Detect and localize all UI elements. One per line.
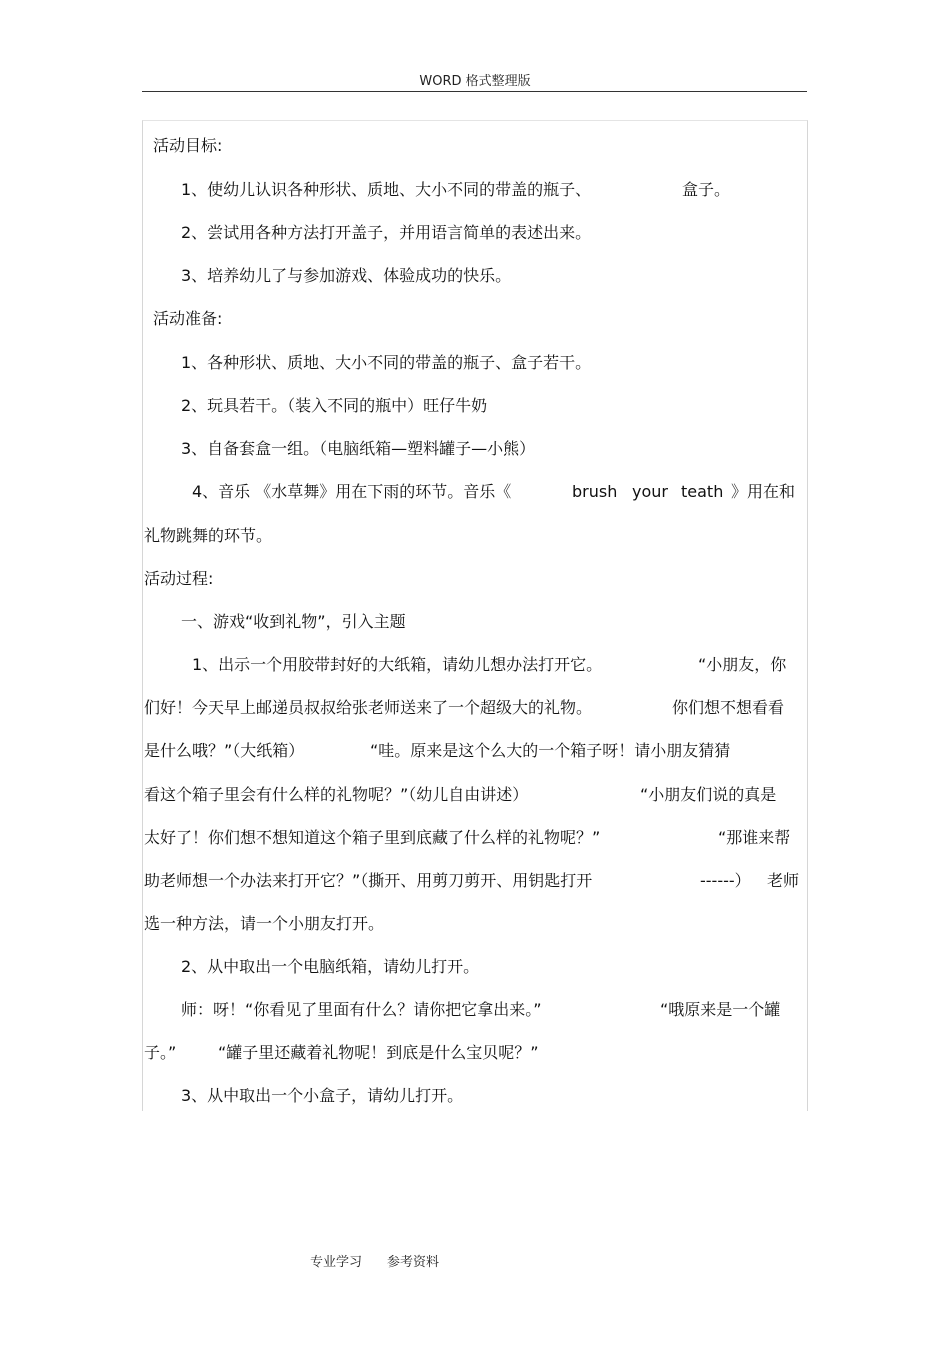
process-para-3-line-1-end: “哦原来是一个罐 bbox=[660, 1000, 781, 1019]
process-para-1-line-6: 助老师想一个办法来打开它？”（撕开、用剪刀剪开、用钥匙打开 bbox=[144, 871, 593, 890]
process-para-1-line-6-dashes: ------） bbox=[700, 871, 751, 890]
process-para-1-line-2-end: 你们想不想看看 bbox=[672, 698, 785, 717]
process-para-3-line-1: 师：呀！“你看见了里面有什么？请你把它拿出来。” bbox=[181, 1000, 542, 1019]
goal-line-3: 3、培养幼儿了与参加游戏、体验成功的快乐。 bbox=[181, 266, 512, 285]
prep-line-2: 2、玩具若干。（装入不同的瓶中）旺仔牛奶 bbox=[181, 396, 488, 415]
prep-line-4-word-teath: teath bbox=[681, 482, 724, 501]
process-para-1-line-6-end: 老师 bbox=[767, 871, 800, 890]
prep-line-3: 3、自备套盒一组。（电脑纸箱—塑料罐子—小熊） bbox=[181, 439, 536, 458]
process-section-1-title: 一、游戏“收到礼物”，引入主题 bbox=[181, 612, 406, 631]
goal-line-2: 2、尝试用各种方法打开盖子，并用语言简单的表述出来。 bbox=[181, 223, 592, 242]
process-para-1-line-4-end: “小朋友们说的真是 bbox=[640, 785, 777, 804]
goal-line-1-end: 盒子。 bbox=[682, 180, 731, 199]
process-para-1-line-5: 太好了！你们想不想知道这个箱子里到底藏了什么样的礼物呢？” bbox=[144, 828, 601, 847]
process-para-4: 3、从中取出一个小盒子，请幼儿打开。 bbox=[181, 1086, 464, 1105]
process-para-1-line-1: 1、出示一个用胶带封好的大纸箱，请幼儿想办法打开它。 bbox=[192, 655, 603, 674]
process-para-3-line-2-end: “罐子里还藏着礼物呢！到底是什么宝贝呢？” bbox=[218, 1043, 539, 1062]
footer-right-label: 参考资料 bbox=[387, 1255, 440, 1270]
prep-line-4-word-brush: brush bbox=[572, 482, 618, 501]
header-divider bbox=[142, 91, 807, 92]
process-para-2: 2、从中取出一个电脑纸箱，请幼儿打开。 bbox=[181, 957, 480, 976]
process-para-1-line-2: 们好！今天早上邮递员叔叔给张老师送来了一个超级大的礼物。 bbox=[144, 698, 593, 717]
heading-activity-goals: 活动目标: bbox=[153, 136, 223, 155]
prep-line-4-word-your: your bbox=[632, 482, 668, 501]
prep-line-4-cont: 礼物跳舞的环节。 bbox=[144, 526, 273, 545]
process-para-1-line-3-end: “哇。原来是这个么大的一个箱子呀！请小朋友猜猜 bbox=[370, 741, 731, 760]
process-para-1-line-5-end: “那谁来帮 bbox=[718, 828, 791, 847]
process-para-1-line-3: 是什么哦？”（大纸箱） bbox=[144, 741, 305, 760]
process-para-1-line-7: 选一种方法，请一个小朋友打开。 bbox=[144, 914, 385, 933]
process-para-1-line-1-end: “小朋友，你 bbox=[698, 655, 787, 674]
prep-line-4: 4、音乐 《水草舞》用在下雨的环节。音乐《 bbox=[192, 482, 512, 501]
footer-left-label: 专业学习 bbox=[310, 1255, 363, 1270]
page-header: WORD 格式整理版 bbox=[419, 74, 531, 89]
prep-line-4-end: 》用在和 bbox=[731, 482, 796, 501]
heading-activity-process: 活动过程: bbox=[144, 569, 214, 588]
process-para-1-line-4: 看这个箱子里会有什么样的礼物呢？”（幼儿自由讲述） bbox=[144, 785, 529, 804]
heading-activity-prep: 活动准备: bbox=[153, 309, 223, 328]
process-para-3-line-2: 子。” bbox=[144, 1043, 177, 1062]
prep-line-1: 1、各种形状、质地、大小不同的带盖的瓶子、盒子若干。 bbox=[181, 353, 592, 372]
goal-line-1: 1、使幼儿认识各种形状、质地、大小不同的带盖的瓶子、 bbox=[181, 180, 592, 199]
